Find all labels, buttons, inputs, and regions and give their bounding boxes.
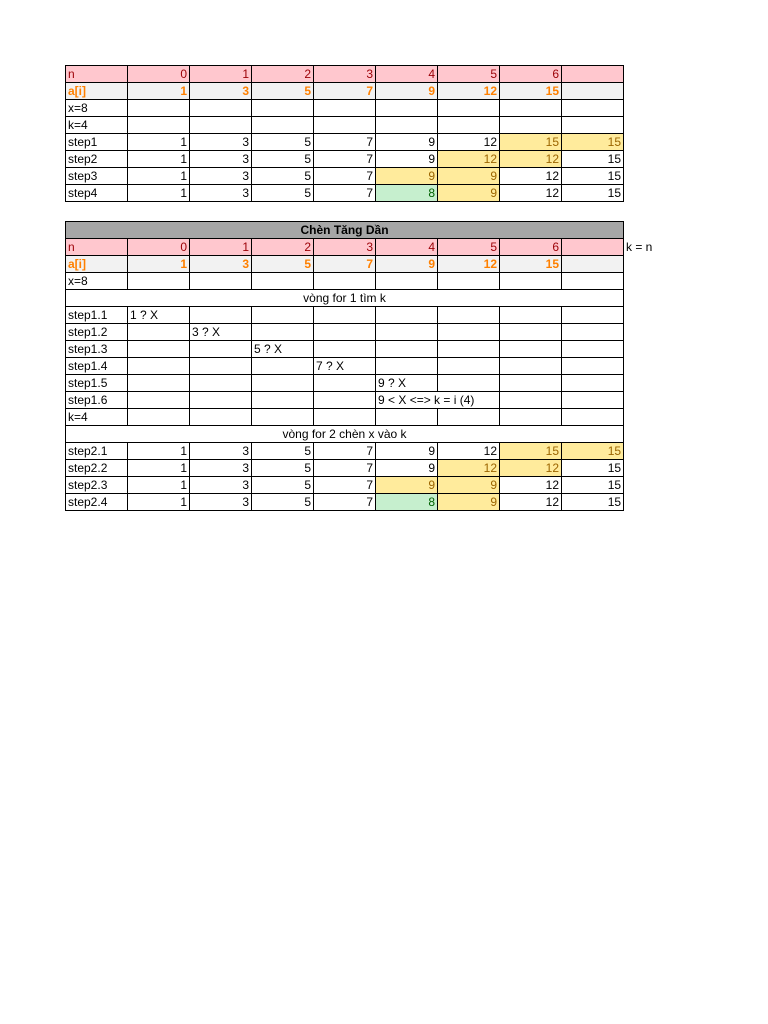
empty-cell[interactable] (252, 324, 314, 341)
value-cell[interactable]: 3 (190, 443, 252, 460)
value-cell-shifted[interactable]: 9 (438, 185, 500, 202)
x-label[interactable]: x=8 (66, 273, 128, 290)
index-cell[interactable]: 0 (128, 66, 190, 83)
empty-cell[interactable] (376, 100, 438, 117)
empty-cell[interactable] (128, 375, 190, 392)
value-cell[interactable]: 5 (252, 494, 314, 511)
array-cell[interactable]: 1 (128, 256, 190, 273)
index-cell[interactable]: 3 (314, 239, 376, 256)
value-cell[interactable]: 5 (252, 185, 314, 202)
array-row (66, 256, 624, 273)
empty-cell[interactable] (128, 273, 190, 290)
empty-cell[interactable] (438, 100, 500, 117)
empty-cell[interactable] (252, 358, 314, 375)
empty-cell[interactable] (500, 341, 562, 358)
step-label[interactable]: step3 (66, 168, 128, 185)
empty-cell[interactable] (190, 409, 252, 426)
empty-cell[interactable] (128, 117, 190, 134)
array-cell[interactable]: 7 (314, 83, 376, 100)
value-cell[interactable]: 15 (562, 185, 624, 202)
empty-cell[interactable] (190, 100, 252, 117)
index-cell[interactable]: 5 (438, 66, 500, 83)
value-cell[interactable]: 15 (562, 477, 624, 494)
empty-cell[interactable] (314, 409, 376, 426)
compare-note[interactable]: 7 ? X (314, 358, 376, 375)
x-label[interactable]: x=8 (66, 100, 128, 117)
loop2-title-row (66, 426, 624, 443)
k-label[interactable]: k=4 (66, 117, 128, 134)
empty-cell[interactable] (252, 117, 314, 134)
empty-cell[interactable] (190, 341, 252, 358)
empty-cell[interactable] (500, 358, 562, 375)
value-cell[interactable]: 9 (376, 460, 438, 477)
value-cell[interactable]: 7 (314, 443, 376, 460)
array-cell[interactable]: 3 (190, 256, 252, 273)
array-cell[interactable] (562, 256, 624, 273)
empty-cell[interactable] (562, 341, 624, 358)
empty-cell[interactable] (562, 324, 624, 341)
value-cell-shifted[interactable]: 15 (562, 443, 624, 460)
value-cell[interactable]: 3 (190, 185, 252, 202)
empty-cell[interactable] (562, 117, 624, 134)
value-cell[interactable]: 1 (128, 477, 190, 494)
value-cell[interactable]: 5 (252, 134, 314, 151)
value-cell-shifted[interactable]: 9 (438, 477, 500, 494)
empty-cell[interactable] (252, 375, 314, 392)
index-cell[interactable]: 1 (190, 66, 252, 83)
value-cell[interactable]: 7 (314, 168, 376, 185)
loop2-step-row (66, 494, 624, 511)
value-cell[interactable]: 15 (562, 151, 624, 168)
value-cell[interactable]: 12 (500, 168, 562, 185)
empty-cell[interactable] (562, 375, 624, 392)
array-cell[interactable]: 15 (500, 256, 562, 273)
array-row (66, 83, 624, 100)
empty-cell[interactable] (190, 375, 252, 392)
empty-cell[interactable] (252, 307, 314, 324)
value-cell[interactable]: 1 (128, 185, 190, 202)
empty-cell[interactable] (314, 273, 376, 290)
empty-cell[interactable] (438, 341, 500, 358)
empty-cell[interactable] (314, 307, 376, 324)
value-cell-inserted[interactable]: 8 (376, 185, 438, 202)
step-label[interactable]: step1.5 (66, 375, 128, 392)
loop2-step-row (66, 460, 624, 477)
empty-cell[interactable] (128, 341, 190, 358)
empty-cell[interactable] (376, 324, 438, 341)
empty-cell[interactable] (190, 117, 252, 134)
empty-cell[interactable] (314, 341, 376, 358)
empty-cell[interactable] (438, 324, 500, 341)
empty-cell[interactable] (314, 375, 376, 392)
empty-cell[interactable] (252, 392, 314, 409)
empty-cell[interactable] (128, 409, 190, 426)
array-cell[interactable]: 9 (376, 256, 438, 273)
value-cell-shifted[interactable]: 15 (500, 134, 562, 151)
table-title[interactable]: Chèn Tăng Dần (66, 222, 624, 239)
empty-cell[interactable] (562, 307, 624, 324)
step-label[interactable]: step1.1 (66, 307, 128, 324)
value-cell[interactable]: 3 (190, 168, 252, 185)
value-cell[interactable]: 7 (314, 134, 376, 151)
index-cell[interactable]: 1 (190, 239, 252, 256)
side-note-k-equals-n[interactable]: k = n (626, 240, 653, 254)
value-cell[interactable]: 15 (562, 494, 624, 511)
index-cell[interactable]: 2 (252, 66, 314, 83)
value-cell-shifted[interactable]: 15 (500, 443, 562, 460)
empty-cell[interactable] (500, 409, 562, 426)
value-cell[interactable]: 3 (190, 460, 252, 477)
index-cell[interactable]: 5 (438, 239, 500, 256)
title-row (66, 222, 624, 239)
empty-cell[interactable] (500, 392, 562, 409)
value-cell-shifted[interactable]: 15 (562, 134, 624, 151)
value-cell[interactable]: 7 (314, 494, 376, 511)
empty-cell[interactable] (128, 358, 190, 375)
empty-cell[interactable] (438, 273, 500, 290)
value-cell[interactable]: 1 (128, 494, 190, 511)
empty-cell[interactable] (128, 100, 190, 117)
value-cell[interactable]: 12 (438, 443, 500, 460)
k-row (66, 409, 624, 426)
empty-cell[interactable] (562, 358, 624, 375)
step-label[interactable]: step2 (66, 151, 128, 168)
value-cell-shifted[interactable]: 12 (500, 460, 562, 477)
index-cell[interactable]: 6 (500, 239, 562, 256)
step-row (66, 168, 624, 185)
value-cell[interactable]: 7 (314, 477, 376, 494)
index-cell[interactable]: 0 (128, 239, 190, 256)
loop2-step-row (66, 443, 624, 460)
x-row (66, 100, 624, 117)
compare-note[interactable]: 1 ? X (128, 307, 190, 324)
step-row (66, 134, 624, 151)
value-cell[interactable]: 5 (252, 443, 314, 460)
value-cell-shifted[interactable]: 12 (500, 151, 562, 168)
empty-cell[interactable] (500, 273, 562, 290)
empty-cell[interactable] (438, 375, 500, 392)
value-cell[interactable]: 9 (376, 134, 438, 151)
step-label[interactable]: step1.6 (66, 392, 128, 409)
value-cell-shifted[interactable]: 9 (376, 168, 438, 185)
empty-cell[interactable] (438, 358, 500, 375)
insertion-table-1 (65, 65, 624, 202)
array-cell[interactable]: 9 (376, 83, 438, 100)
index-cell[interactable]: 2 (252, 239, 314, 256)
value-cell[interactable]: 12 (500, 494, 562, 511)
loop2-step-row (66, 477, 624, 494)
empty-cell[interactable] (376, 341, 438, 358)
x-row (66, 273, 624, 290)
loop1-title-row (66, 290, 624, 307)
empty-cell[interactable] (128, 392, 190, 409)
index-cell[interactable] (562, 66, 624, 83)
step-label[interactable]: step2.2 (66, 460, 128, 477)
step-label[interactable]: step2.4 (66, 494, 128, 511)
value-cell[interactable]: 1 (128, 168, 190, 185)
loop1-step-row (66, 324, 624, 341)
empty-cell[interactable] (438, 117, 500, 134)
value-cell[interactable]: 3 (190, 134, 252, 151)
step-label[interactable]: step2.3 (66, 477, 128, 494)
step-label[interactable]: step1.2 (66, 324, 128, 341)
step-label[interactable]: step1 (66, 134, 128, 151)
value-cell[interactable]: 5 (252, 477, 314, 494)
value-cell[interactable]: 15 (562, 168, 624, 185)
empty-cell[interactable] (376, 409, 438, 426)
value-cell[interactable]: 12 (500, 477, 562, 494)
step-label[interactable]: step1.4 (66, 358, 128, 375)
empty-cell[interactable] (314, 392, 376, 409)
value-cell-shifted[interactable]: 9 (438, 494, 500, 511)
loop2-title[interactable]: vòng for 2 chèn x vào k (66, 426, 624, 443)
value-cell[interactable]: 5 (252, 168, 314, 185)
compare-note[interactable]: 5 ? X (252, 341, 314, 358)
index-cell[interactable]: 3 (314, 66, 376, 83)
value-cell[interactable]: 12 (500, 185, 562, 202)
array-cell[interactable]: 12 (438, 256, 500, 273)
step-label[interactable]: step2.1 (66, 443, 128, 460)
insertion-table-2 (65, 221, 624, 511)
empty-cell[interactable] (376, 117, 438, 134)
index-cell[interactable]: 4 (376, 66, 438, 83)
array-cell[interactable]: 3 (190, 83, 252, 100)
compare-note[interactable]: 9 ? X (376, 375, 438, 392)
empty-cell[interactable] (438, 409, 500, 426)
empty-cell[interactable] (190, 307, 252, 324)
loop1-step-row (66, 341, 624, 358)
loop1-step-row (66, 358, 624, 375)
empty-cell[interactable] (376, 273, 438, 290)
empty-cell[interactable] (190, 392, 252, 409)
value-cell[interactable]: 1 (128, 134, 190, 151)
empty-cell[interactable] (314, 100, 376, 117)
value-cell[interactable]: 7 (314, 151, 376, 168)
value-cell[interactable]: 9 (376, 151, 438, 168)
value-cell-shifted[interactable]: 12 (438, 460, 500, 477)
empty-cell[interactable] (314, 117, 376, 134)
empty-cell[interactable] (562, 273, 624, 290)
k-label[interactable]: k=4 (66, 409, 128, 426)
empty-cell[interactable] (562, 100, 624, 117)
empty-cell[interactable] (190, 273, 252, 290)
loop1-step-row (66, 307, 624, 324)
empty-cell[interactable] (252, 273, 314, 290)
value-cell-shifted[interactable]: 9 (376, 477, 438, 494)
empty-cell[interactable] (562, 392, 624, 409)
loop1-title[interactable]: vòng for 1 tìm k (66, 290, 624, 307)
value-cell[interactable]: 7 (314, 460, 376, 477)
loop1-step-row (66, 375, 624, 392)
value-cell[interactable]: 15 (562, 460, 624, 477)
empty-cell[interactable] (500, 375, 562, 392)
value-cell-inserted[interactable]: 8 (376, 494, 438, 511)
empty-cell[interactable] (376, 358, 438, 375)
empty-cell[interactable] (500, 117, 562, 134)
empty-cell[interactable] (190, 358, 252, 375)
value-cell[interactable]: 3 (190, 477, 252, 494)
empty-cell[interactable] (562, 409, 624, 426)
value-cell-shifted[interactable]: 12 (438, 151, 500, 168)
value-cell[interactable]: 7 (314, 185, 376, 202)
index-label[interactable]: n (66, 66, 128, 83)
compare-note[interactable]: 9 < X <=> k = i (4) (376, 392, 500, 409)
value-cell[interactable]: 1 (128, 151, 190, 168)
value-cell[interactable]: 1 (128, 460, 190, 477)
index-row (66, 239, 624, 256)
step-row (66, 185, 624, 202)
value-cell[interactable]: 3 (190, 494, 252, 511)
array-cell[interactable]: 12 (438, 83, 500, 100)
empty-cell[interactable] (500, 324, 562, 341)
compare-note[interactable]: 3 ? X (190, 324, 252, 341)
value-cell[interactable]: 5 (252, 460, 314, 477)
array-cell[interactable]: 5 (252, 256, 314, 273)
array-label[interactable]: a[i] (66, 83, 128, 100)
empty-cell[interactable] (438, 307, 500, 324)
loop1-step-row (66, 392, 624, 409)
index-cell[interactable]: 6 (500, 66, 562, 83)
empty-cell[interactable] (128, 324, 190, 341)
step-label[interactable]: step4 (66, 185, 128, 202)
index-row (66, 66, 624, 83)
value-cell[interactable]: 1 (128, 443, 190, 460)
index-cell[interactable] (562, 239, 624, 256)
value-cell-shifted[interactable]: 9 (438, 168, 500, 185)
array-label[interactable]: a[i] (66, 256, 128, 273)
empty-cell[interactable] (314, 324, 376, 341)
empty-cell[interactable] (252, 409, 314, 426)
value-cell[interactable]: 9 (376, 443, 438, 460)
array-cell[interactable]: 5 (252, 83, 314, 100)
value-cell[interactable]: 5 (252, 151, 314, 168)
empty-cell[interactable] (500, 307, 562, 324)
index-cell[interactable]: 4 (376, 239, 438, 256)
k-row (66, 117, 624, 134)
empty-cell[interactable] (500, 100, 562, 117)
index-label[interactable]: n (66, 239, 128, 256)
step-row (66, 151, 624, 168)
step-label[interactable]: step1.3 (66, 341, 128, 358)
array-cell[interactable]: 7 (314, 256, 376, 273)
empty-cell[interactable] (376, 307, 438, 324)
empty-cell[interactable] (252, 100, 314, 117)
array-cell[interactable]: 1 (128, 83, 190, 100)
value-cell[interactable]: 3 (190, 151, 252, 168)
array-cell[interactable]: 15 (500, 83, 562, 100)
array-cell[interactable] (562, 83, 624, 100)
value-cell[interactable]: 12 (438, 134, 500, 151)
